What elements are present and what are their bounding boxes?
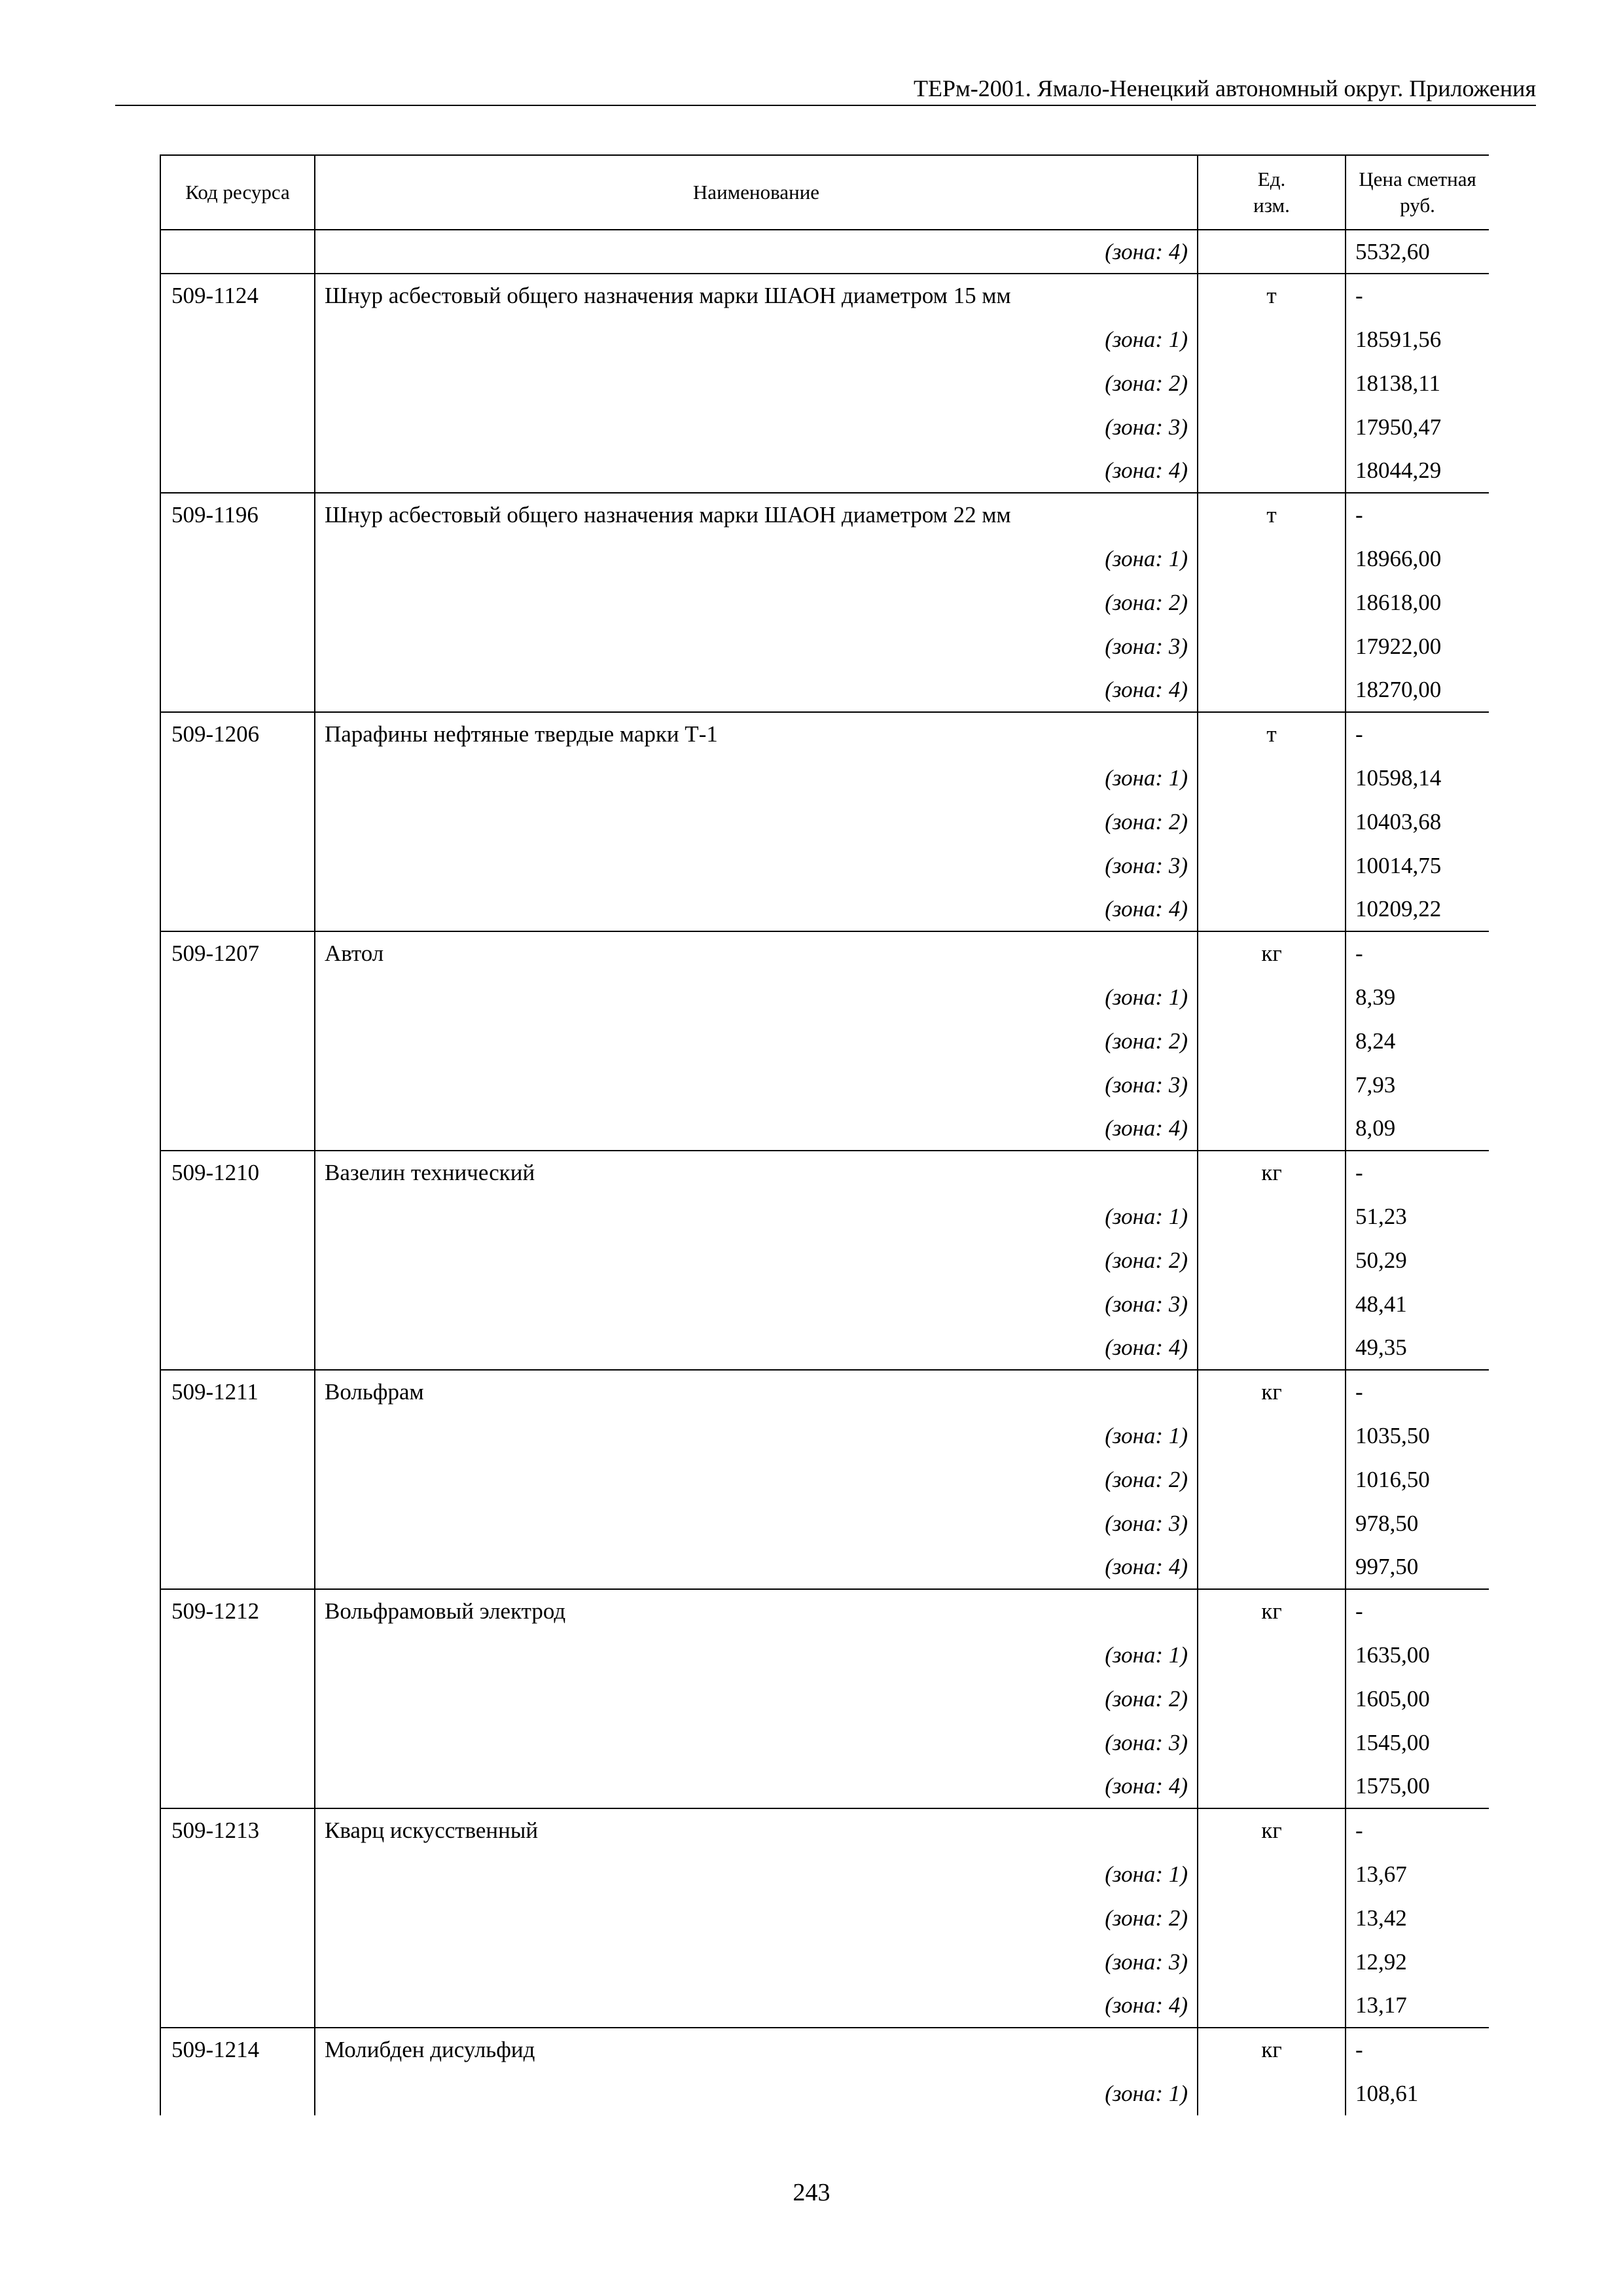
zone-unit-cell [1198,1501,1346,1545]
zone-label: (зона: 4) [315,1984,1198,2028]
zone-label: (зона: 1) [315,537,1198,581]
zone-unit-cell [1198,800,1346,844]
zone-label: (зона: 2) [315,361,1198,405]
column-header-unit [1198,155,1346,230]
zone-label: (зона: 2) [315,1019,1198,1063]
zone-row [160,1194,1489,1238]
zone-label: (зона: 4) [315,1545,1198,1589]
running-header: ТЕРм-2001. Ямало-Ненецкий автономный округ. Приложения [913,75,1536,101]
zone-code-cell [160,1019,315,1063]
resource-code: 509-1206 [160,712,315,756]
zone-row [160,1721,1489,1765]
zone-unit-cell [1198,1194,1346,1238]
continuation-row [160,230,1489,274]
resource-name: Вольфрам [315,1370,1198,1414]
zone-code-cell [160,449,315,493]
price-table [160,154,1489,2115]
zone-unit-cell [1198,1721,1346,1765]
zone-code-cell [160,1501,315,1545]
zone-label: (зона: 3) [315,1940,1198,1984]
zone-row [160,1984,1489,2028]
zone-row [160,1852,1489,1896]
zone-price: 1035,50 [1346,1414,1489,1458]
zone-row [160,668,1489,712]
zone-code-cell [160,1282,315,1326]
zone-row [160,1019,1489,1063]
zone-code-cell [160,1545,315,1589]
zone-row [160,1458,1489,1501]
zone-label: (зона: 3) [315,1721,1198,1765]
column-header-unit-line2: изм. [1253,194,1290,217]
resource-base-price: - [1346,1151,1489,1194]
zone-row [160,800,1489,844]
column-header-code: Код ресурса [160,155,315,230]
zone-code-cell [160,1677,315,1721]
zone-label: (зона: 3) [315,1501,1198,1545]
zone-label: (зона: 1) [315,317,1198,361]
resource-unit: кг [1198,2028,1346,2072]
resource-code: 509-1124 [160,274,315,317]
resource-row [160,2028,1489,2072]
zone-unit-cell [1198,1326,1346,1370]
zone-price: 10403,68 [1346,800,1489,844]
resource-base-price: - [1346,493,1489,537]
zone-code-cell [160,668,315,712]
resource-row [160,931,1489,975]
resource-unit: кг [1198,931,1346,975]
zone-row [160,1326,1489,1370]
zone-row [160,405,1489,449]
zone-price: 108,61 [1346,2072,1489,2115]
zone-unit-cell [1198,888,1346,931]
zone-price: 1635,00 [1346,1633,1489,1677]
zone-label: (зона: 3) [315,844,1198,888]
resource-unit: кг [1198,1370,1346,1414]
header-rule [115,105,1536,106]
zone-code-cell [160,1852,315,1896]
zone-price: 17922,00 [1346,624,1489,668]
resource-base-price: - [1346,1808,1489,1852]
resource-code: 509-1211 [160,1370,315,1414]
zone-code-cell [160,1326,315,1370]
resource-base-price: - [1346,1370,1489,1414]
zone-price: 978,50 [1346,1501,1489,1545]
column-header-price-line2: руб. [1400,194,1435,217]
zone-label: (зона: 1) [315,1633,1198,1677]
zone-unit-cell [1198,1458,1346,1501]
column-header-unit-line1: Ед. [1257,168,1286,190]
resource-name: Кварц искусственный [315,1808,1198,1852]
resource-base-price: - [1346,1589,1489,1633]
zone-label: (зона: 4) [315,1326,1198,1370]
zone-code-cell [160,1633,315,1677]
zone-label: (зона: 4) [315,1107,1198,1151]
zone-label: (зона: 3) [315,624,1198,668]
zone-unit-cell [1198,624,1346,668]
zone-label: (зона: 1) [315,1852,1198,1896]
zone-row [160,1107,1489,1151]
zone-row [160,1501,1489,1545]
zone-row [160,1545,1489,1589]
zone-code-cell [160,581,315,624]
resource-base-price: - [1346,712,1489,756]
zone-price: 17950,47 [1346,405,1489,449]
resource-name: Вазелин технический [315,1151,1198,1194]
zone-price: 13,17 [1346,1984,1489,2028]
zone-row [160,1238,1489,1282]
zone-code-cell [160,888,315,931]
zone-code-cell [160,624,315,668]
zone-unit-cell [1198,1896,1346,1940]
zone-code-cell [160,1940,315,1984]
zone-code-cell [160,844,315,888]
zone-price: 48,41 [1346,1282,1489,1326]
zone-unit-cell [1198,317,1346,361]
zone-unit-cell [1198,975,1346,1019]
zone-price: 18966,00 [1346,537,1489,581]
zone-row [160,756,1489,800]
resource-base-price: - [1346,274,1489,317]
zone-price: 10598,14 [1346,756,1489,800]
continuation-unit-cell [1198,230,1346,274]
zone-row [160,1896,1489,1940]
zone-label: (зона: 4) [315,449,1198,493]
zone-code-cell [160,1984,315,2028]
resource-row [160,1370,1489,1414]
zone-row [160,317,1489,361]
zone-price: 7,93 [1346,1063,1489,1107]
zone-label: (зона: 1) [315,1414,1198,1458]
resource-base-price: - [1346,931,1489,975]
zone-price: 1605,00 [1346,1677,1489,1721]
continuation-code-cell [160,230,315,274]
resource-code: 509-1212 [160,1589,315,1633]
zone-price: 10014,75 [1346,844,1489,888]
zone-label: (зона: 3) [315,1282,1198,1326]
resource-unit: кг [1198,1151,1346,1194]
zone-code-cell [160,1238,315,1282]
zone-row [160,1677,1489,1721]
zone-code-cell [160,405,315,449]
zone-unit-cell [1198,1238,1346,1282]
zone-label: (зона: 3) [315,1063,1198,1107]
zone-code-cell [160,1414,315,1458]
column-header-price [1346,155,1489,230]
page-number: 243 [793,2179,830,2206]
zone-label: (зона: 2) [315,1677,1198,1721]
zone-unit-cell [1198,1019,1346,1063]
resource-code: 509-1196 [160,493,315,537]
zone-row [160,581,1489,624]
zone-price: 10209,22 [1346,888,1489,931]
zone-price: 18270,00 [1346,668,1489,712]
zone-row [160,1940,1489,1984]
zone-code-cell [160,1458,315,1501]
zone-price: 12,92 [1346,1940,1489,1984]
table-header-row [160,155,1489,230]
resource-code: 509-1213 [160,1808,315,1852]
zone-code-cell [160,975,315,1019]
resource-name: Вольфрамовый электрод [315,1589,1198,1633]
zone-price: 49,35 [1346,1326,1489,1370]
zone-unit-cell [1198,1765,1346,1808]
zone-unit-cell [1198,1282,1346,1326]
zone-row [160,1414,1489,1458]
resource-name: Шнур асбестовый общего назначения марки ШАОН диаметром 22 мм [315,493,1198,537]
resource-code: 509-1207 [160,931,315,975]
zone-row [160,1765,1489,1808]
zone-label: (зона: 1) [315,975,1198,1019]
zone-unit-cell [1198,1633,1346,1677]
zone-code-cell [160,1765,315,1808]
zone-label: (зона: 4) [315,1765,1198,1808]
resource-unit: т [1198,712,1346,756]
zone-code-cell [160,1063,315,1107]
column-header-price-line1: Цена сметная [1359,168,1476,190]
zone-price: 997,50 [1346,1545,1489,1589]
zone-unit-cell [1198,1940,1346,1984]
resource-row [160,712,1489,756]
zone-label: (зона: 2) [315,1458,1198,1501]
resource-name: Шнур асбестовый общего назначения марки ШАОН диаметром 15 мм [315,274,1198,317]
zone-label: (зона: 1) [315,1194,1198,1238]
zone-row [160,361,1489,405]
zone-unit-cell [1198,1414,1346,1458]
zone-price: 13,67 [1346,1852,1489,1896]
resource-row [160,1151,1489,1194]
zone-label: (зона: 3) [315,405,1198,449]
resource-name: Парафины нефтяные твердые марки Т-1 [315,712,1198,756]
zone-unit-cell [1198,405,1346,449]
zone-label: (зона: 1) [315,756,1198,800]
zone-unit-cell [1198,756,1346,800]
zone-unit-cell [1198,668,1346,712]
zone-row [160,1063,1489,1107]
zone-code-cell [160,361,315,405]
resource-code: 509-1214 [160,2028,315,2072]
resource-unit: кг [1198,1589,1346,1633]
zone-price: 8,09 [1346,1107,1489,1151]
zone-unit-cell [1198,2072,1346,2115]
table-body [160,230,1489,2115]
zone-label: (зона: 2) [315,1896,1198,1940]
resource-unit: т [1198,493,1346,537]
resource-row [160,1589,1489,1633]
zone-code-cell [160,317,315,361]
resource-row [160,493,1489,537]
zone-price: 13,42 [1346,1896,1489,1940]
resource-row [160,1808,1489,1852]
zone-code-cell [160,537,315,581]
zone-code-cell [160,1896,315,1940]
zone-code-cell [160,1107,315,1151]
zone-label: (зона: 4) [315,668,1198,712]
zone-row [160,624,1489,668]
zone-unit-cell [1198,1677,1346,1721]
zone-label: (зона: 1) [315,2072,1198,2115]
zone-label: (зона: 2) [315,581,1198,624]
resource-base-price: - [1346,2028,1489,2072]
zone-row [160,888,1489,931]
zone-unit-cell [1198,361,1346,405]
zone-label: (зона: 2) [315,800,1198,844]
zone-label: (зона: 4) [315,888,1198,931]
continuation-price: 5532,60 [1346,230,1489,274]
zone-row [160,449,1489,493]
resource-code: 509-1210 [160,1151,315,1194]
zone-code-cell [160,1194,315,1238]
zone-row [160,975,1489,1019]
zone-unit-cell [1198,844,1346,888]
zone-unit-cell [1198,1852,1346,1896]
zone-price: 51,23 [1346,1194,1489,1238]
zone-unit-cell [1198,1984,1346,2028]
zone-price: 8,39 [1346,975,1489,1019]
zone-row [160,1633,1489,1677]
zone-unit-cell [1198,449,1346,493]
zone-price: 18591,56 [1346,317,1489,361]
zone-unit-cell [1198,537,1346,581]
resource-row [160,274,1489,317]
zone-price: 50,29 [1346,1238,1489,1282]
zone-unit-cell [1198,1545,1346,1589]
zone-price: 18044,29 [1346,449,1489,493]
zone-row [160,1282,1489,1326]
zone-label: (зона: 2) [315,1238,1198,1282]
zone-unit-cell [1198,581,1346,624]
zone-unit-cell [1198,1107,1346,1151]
continuation-zone: (зона: 4) [315,230,1198,274]
zone-price: 18138,11 [1346,361,1489,405]
zone-price: 18618,00 [1346,581,1489,624]
zone-code-cell [160,800,315,844]
zone-code-cell [160,756,315,800]
resource-unit: кг [1198,1808,1346,1852]
zone-unit-cell [1198,1063,1346,1107]
zone-code-cell [160,2072,315,2115]
resource-name: Молибден дисульфид [315,2028,1198,2072]
column-header-name: Наименование [315,155,1198,230]
resource-unit: т [1198,274,1346,317]
zone-row [160,2072,1489,2115]
zone-code-cell [160,1721,315,1765]
resource-name: Автол [315,931,1198,975]
zone-price: 1575,00 [1346,1765,1489,1808]
price-table-container [160,154,1489,2126]
zone-row [160,844,1489,888]
zone-price: 1545,00 [1346,1721,1489,1765]
zone-row [160,537,1489,581]
zone-price: 8,24 [1346,1019,1489,1063]
zone-price: 1016,50 [1346,1458,1489,1501]
